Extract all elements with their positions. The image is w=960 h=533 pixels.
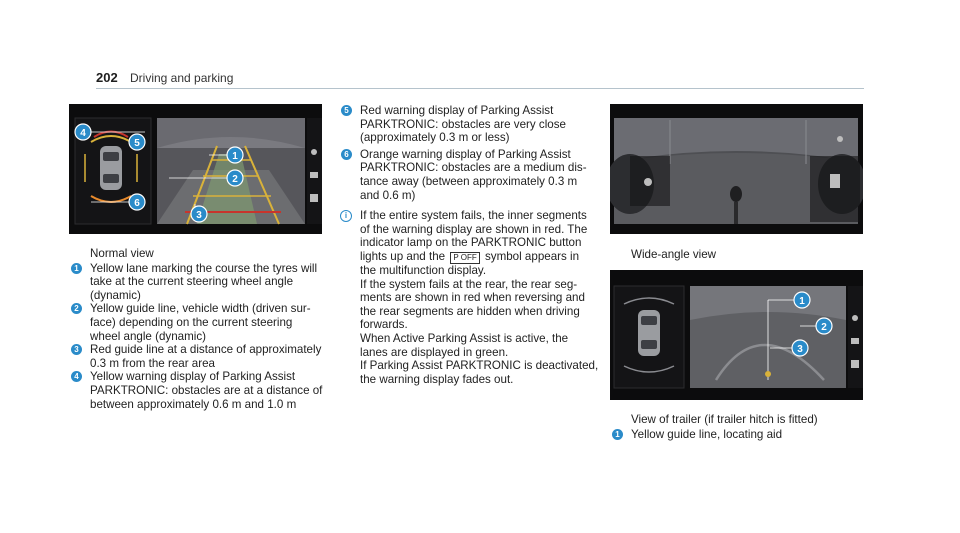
legend-item-1 bbox=[69, 262, 329, 303]
callout-3 bbox=[191, 206, 207, 222]
section-title: Driving and parking bbox=[130, 71, 234, 85]
legend-text: Red warning display of Parking Assist bbox=[360, 104, 554, 117]
legend-text: (approximately 0.3 m or less) bbox=[360, 131, 510, 145]
callout-2 bbox=[816, 318, 832, 334]
callout-6 bbox=[129, 194, 145, 210]
legend-text: PARKTRONIC: obstacles are very close bbox=[360, 117, 566, 131]
vehicle-top-view bbox=[638, 310, 660, 356]
normal-view-image bbox=[69, 104, 322, 234]
legend-text: and 0.6 m) bbox=[360, 188, 416, 202]
callout-4 bbox=[75, 124, 91, 140]
item-number-badge: 2 bbox=[71, 303, 82, 314]
svg-text:2: 2 bbox=[821, 322, 827, 333]
page-number: 202 bbox=[96, 70, 118, 85]
info-note bbox=[339, 209, 601, 386]
note-text-part: lights up and the bbox=[360, 249, 446, 263]
header-divider bbox=[96, 88, 864, 89]
legend-item-5 bbox=[339, 104, 601, 145]
trailer-view-legend bbox=[610, 413, 860, 441]
item-number-badge: 4 bbox=[71, 371, 82, 382]
callout-1 bbox=[227, 147, 243, 163]
note-text: the warning display fades out. bbox=[360, 372, 514, 386]
legend-text: wheel angle (dynamic) bbox=[90, 329, 206, 343]
legend-text: Yellow guide line, vehicle width (driven sur- bbox=[90, 302, 311, 316]
note-text-part: symbol appears in bbox=[484, 249, 580, 263]
legend-text: Orange warning display of Parking Assist bbox=[360, 147, 571, 161]
note-text: ments are shown in red when reversing and bbox=[360, 291, 585, 305]
item-number-badge: 3 bbox=[71, 344, 82, 355]
legend-text: PARKTRONIC: obstacles are a medium dis- bbox=[360, 161, 587, 175]
legend-text: PARKTRONIC: obstacles are at a distance of bbox=[90, 383, 323, 397]
svg-text:3: 3 bbox=[797, 344, 803, 355]
svg-text:2: 2 bbox=[232, 174, 238, 185]
middle-column bbox=[339, 104, 601, 386]
parktronic-off-icon: P OFF bbox=[450, 252, 479, 264]
note-text: the rear segments are hidden when driving bbox=[360, 304, 580, 318]
legend-text: Red guide line at a distance of approximately bbox=[90, 343, 322, 357]
wide-angle-view-image bbox=[610, 104, 863, 234]
note-text: indicator lamp on the PARKTRONIC button bbox=[360, 236, 582, 250]
figure-caption: Wide-angle view bbox=[631, 248, 717, 261]
note-text: of the warning display are shown in red. The bbox=[360, 222, 588, 236]
legend-text: between approximately 0.6 m and 1.0 m bbox=[90, 397, 297, 411]
item-number-badge: 1 bbox=[612, 429, 623, 440]
note-text: forwards. bbox=[360, 318, 408, 332]
callout-2 bbox=[227, 170, 243, 186]
svg-text:1: 1 bbox=[232, 151, 238, 162]
figure-caption: Normal view bbox=[90, 247, 154, 260]
note-text: the multifunction display. bbox=[360, 263, 487, 277]
note-text: If Parking Assist PARKTRONIC is deactivated, bbox=[360, 359, 599, 373]
wide-angle-caption-block bbox=[610, 248, 860, 263]
note-text: lanes are displayed in green. bbox=[360, 345, 509, 359]
note-text bbox=[360, 250, 601, 264]
item-number-badge: 1 bbox=[71, 263, 82, 274]
legend-text: Yellow lane marking the course the tyres will bbox=[90, 261, 318, 275]
svg-text:3: 3 bbox=[196, 210, 202, 221]
note-text: If the entire system fails, the inner segments bbox=[360, 209, 587, 223]
legend-text: Yellow warning display of Parking Assist bbox=[90, 370, 296, 384]
callout-3 bbox=[792, 340, 808, 356]
figure-caption: View of trailer (if trailer hitch is fitted) bbox=[631, 413, 818, 426]
legend-text: 0.3 m from the rear area bbox=[90, 356, 216, 370]
legend-text: Yellow guide line, locating aid bbox=[631, 427, 783, 441]
item-number-badge: 5 bbox=[341, 105, 352, 116]
note-text: If the system fails at the rear, the rear seg- bbox=[360, 277, 578, 291]
legend-text: face) depending on the current steering bbox=[90, 315, 293, 329]
note-text: When Active Parking Assist is active, the bbox=[360, 331, 569, 345]
callout-5 bbox=[129, 134, 145, 150]
trailer-view-image bbox=[610, 270, 863, 400]
normal-view-legend bbox=[69, 247, 329, 411]
callout-1 bbox=[794, 292, 810, 308]
legend-item-6 bbox=[339, 148, 601, 202]
legend-item-2 bbox=[69, 302, 329, 343]
svg-text:4: 4 bbox=[80, 128, 86, 139]
info-icon: i bbox=[340, 210, 352, 222]
vehicle-top-view bbox=[100, 146, 122, 190]
svg-text:6: 6 bbox=[134, 198, 140, 209]
legend-item-1 bbox=[610, 428, 860, 442]
svg-text:5: 5 bbox=[134, 138, 140, 149]
legend-item-3 bbox=[69, 343, 329, 370]
legend-text: take at the current steering wheel angle bbox=[90, 275, 294, 289]
legend-item-4 bbox=[69, 370, 329, 411]
item-number-badge: 6 bbox=[341, 149, 352, 160]
legend-text: (dynamic) bbox=[90, 288, 141, 302]
svg-text:1: 1 bbox=[799, 296, 805, 307]
legend-text: tance away (between approximately 0.3 m bbox=[360, 174, 578, 188]
